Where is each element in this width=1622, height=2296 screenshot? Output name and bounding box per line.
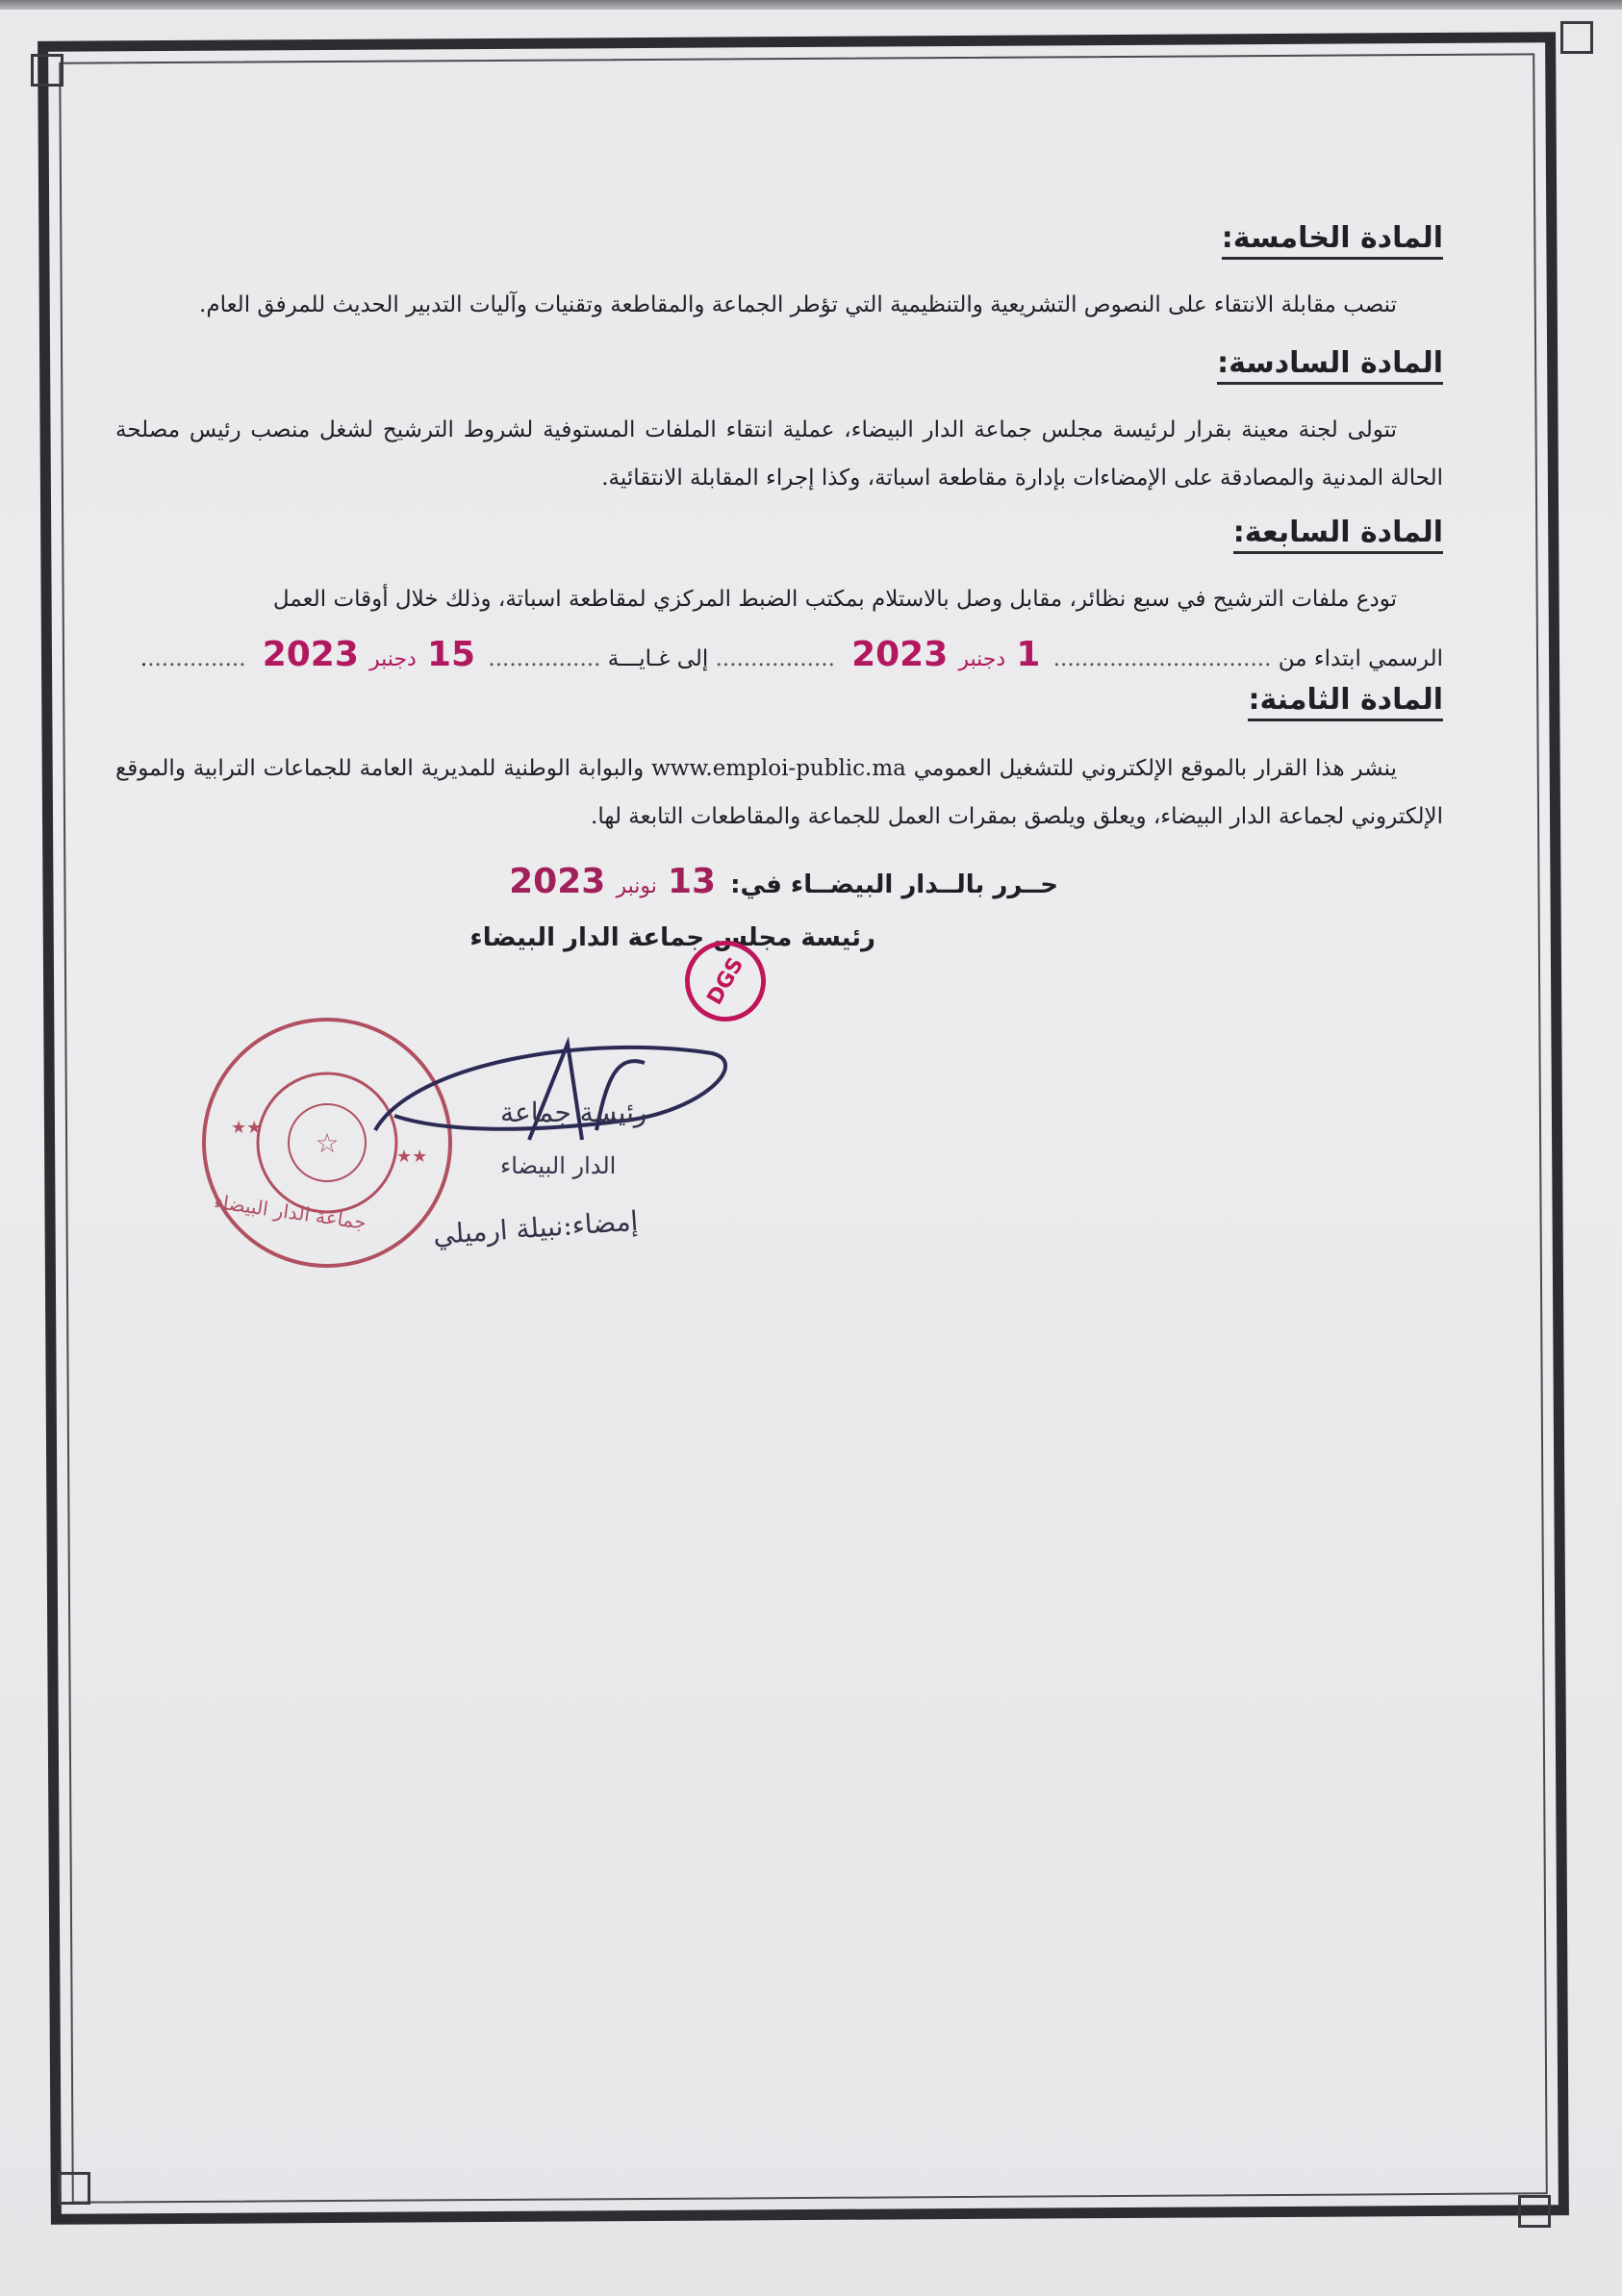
signatory-title: رئيسة مجلس جماعة الدار البيضاء (469, 923, 875, 952)
drafted-year: 2023 (509, 862, 606, 901)
border-corner-ornament (58, 2172, 90, 2205)
article-6-text: تتولى لجنة معينة بقرار لرئيسة مجلس جماعة الدار البيضاء، عملية انتقاء الملفات المستوفية لشروط الترشيح لشغل منصب رئيس مصلحة الحالة المدنية والمصادقة على الإمضاءات بإدارة مقاطعة اسباتة، وكذا إجراء المقابلة الانتقائية. (115, 417, 1443, 491)
top-shadow (0, 0, 1622, 10)
drafted-line (503, 862, 1058, 901)
end-month: دجنبر (369, 647, 417, 671)
until-word: إلى غـايـــة (607, 646, 709, 671)
article-7-text: تودع ملفات الترشيح في سبع نظائر، مقابل وصل بالاستلام بمكتب الضبط المركزي لمقاطعة اسباتة، وذلك خلال أوقات العمل (272, 587, 1397, 612)
article-8-text (115, 744, 1443, 841)
article-5-heading: المادة الخامسة: (1222, 221, 1443, 260)
signature-stamp-name: إمضاء:نبيلة ارميلي (432, 1204, 640, 1251)
svg-text:★★: ★★ (396, 1147, 428, 1167)
drafted-at: حــرر بالــدار البيضــاء في: (730, 870, 1058, 899)
dotted-fill: ............................... (1052, 646, 1272, 671)
dotted-fill: ................ (488, 646, 601, 671)
article-7-heading: المادة السابعة: (1233, 516, 1443, 554)
start-day: 1 (1016, 635, 1041, 674)
drafted-day: 13 (667, 862, 717, 901)
signature-stamp-title-2: الدار البيضاء (500, 1152, 617, 1179)
application-period-line (115, 635, 1443, 674)
start-month: دجنبر (958, 647, 1006, 671)
article-8-text-part2: والبوابة الوطنية للمديرية العامة للجماعات الترابية والموقع الإلكتروني لجماعة الدار البيضاء، ويعلق ويلصق بمقرات العمل للجماعة والمقاطعات التابعة لها. (115, 756, 1443, 829)
svg-text:☆: ☆ (315, 1127, 340, 1159)
end-year: 2023 (262, 635, 359, 674)
start-year: 2023 (851, 635, 949, 674)
border-corner-ornament (31, 54, 63, 87)
end-mark: . (139, 646, 148, 671)
end-date-stamp (246, 637, 482, 673)
article-5-text: تنصب مقابلة الانتقاء على النصوص التشريعية والتنظيمية التي تؤطر الجماعة والمقاطعة وتقنيات وآليات التدبير الحديث للمرفق العام. (199, 292, 1397, 317)
website-link[interactable]: www.emploi-public.ma (651, 756, 906, 781)
drafted-month: نونبر (616, 874, 657, 898)
article-6-heading: المادة السادسة: (1217, 346, 1443, 385)
drafted-date-stamp (503, 864, 722, 900)
border-corner-ornament (1518, 2195, 1551, 2228)
period-prefix: الرسمي ابتداء من (1278, 646, 1443, 671)
article-8-text-part1: ينشر هذا القرار بالموقع الإلكتروني للتشغيل العمومي (913, 756, 1397, 781)
dgs-stamp: DGS (671, 926, 781, 1037)
end-day: 15 (426, 635, 476, 674)
dotted-fill: .............. (147, 646, 246, 671)
start-date-stamp (835, 637, 1047, 673)
dotted-fill: ................. (715, 646, 835, 671)
svg-text:★★: ★★ (231, 1118, 263, 1138)
border-corner-ornament (1560, 21, 1593, 54)
signature-stamp-title-1: رئيسة جماعة (500, 1097, 647, 1128)
seal-caption: جماعة الدار البيضاء (213, 1190, 368, 1234)
article-8-heading: المادة الثامنة: (1248, 683, 1443, 721)
